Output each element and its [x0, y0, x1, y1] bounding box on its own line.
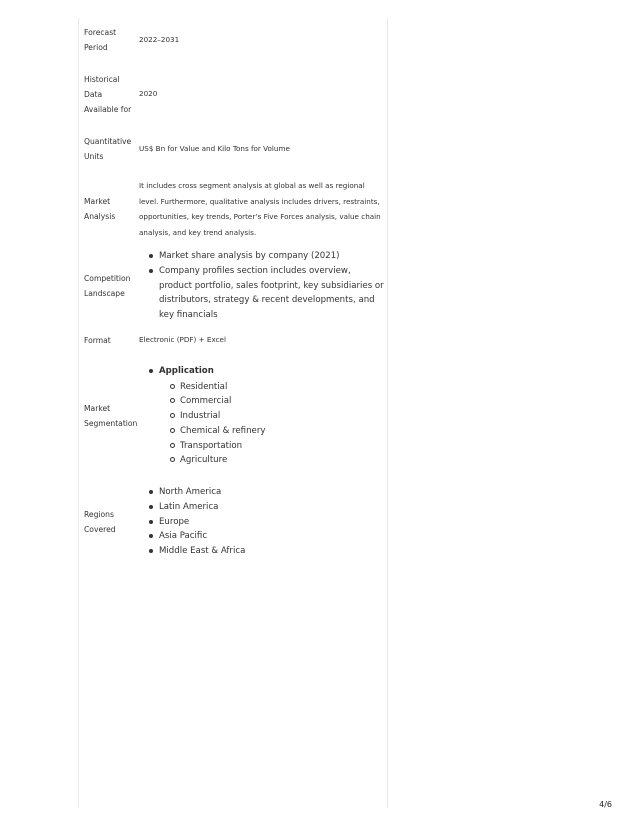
list-item: Commercial [159, 394, 384, 409]
list-item: Latin America [139, 500, 384, 515]
list-item: Market share analysis by company (2021) [139, 249, 384, 264]
row-value: US$ Bn for Value and Kilo Tons for Volume [139, 144, 290, 154]
row-value: 2022–2031 [139, 35, 180, 45]
list-item: Chemical & refinery [159, 424, 384, 439]
forecast-period-row [84, 24, 384, 56]
row-label: Competition Landscape [84, 274, 131, 298]
row-label: Historical Data Available for [84, 74, 132, 114]
list-item: Agriculture [159, 453, 384, 468]
regions-list [139, 485, 384, 559]
row-value [139, 249, 384, 323]
row-value [139, 485, 384, 559]
list-item: North America [139, 485, 384, 500]
row-value [139, 364, 384, 468]
row-value: 2020 [139, 89, 158, 99]
list-item: Industrial [159, 409, 384, 424]
list-item: Residential [159, 380, 384, 395]
row-label: Regions Covered [84, 510, 116, 534]
quantitative-units-row [84, 133, 384, 165]
competition-list [139, 249, 384, 323]
row-value: It includes cross segment analysis at global as well as regional level. Furthermore, qualitative analysis includes drivers, restraints, opportunities, key trends, Porter’s Five Forces analysis, value chain analysis, and key trend analysis. [139, 181, 381, 237]
row-label: Format [84, 335, 111, 345]
list-item: Transportation [159, 439, 384, 454]
regions-covered-row [84, 484, 384, 560]
format-row [84, 332, 384, 348]
segment-sublist [159, 380, 384, 468]
segment-group-label: Application [159, 366, 214, 377]
row-label: Market Segmentation [84, 404, 138, 428]
row-label: Market Analysis [84, 197, 116, 221]
market-analysis-row [84, 178, 384, 240]
list-item [139, 364, 384, 468]
row-label: Quantitative Units [84, 137, 132, 161]
historical-data-row [84, 71, 384, 117]
table-left-border [78, 18, 79, 808]
list-item: Europe [139, 515, 384, 530]
competition-landscape-row [84, 251, 384, 321]
list-item: Company profiles section includes overview, product portfolio, sales footprint, key subsidiaries or distributors, strategy & recent developments, and key financials [139, 264, 384, 323]
page-number: 4/6 [599, 800, 612, 809]
list-item: Asia Pacific [139, 529, 384, 544]
segmentation-list [139, 364, 384, 468]
row-label: Forecast Period [84, 28, 117, 52]
table-right-border [387, 18, 388, 808]
row-value: Electronic (PDF) + Excel [139, 335, 226, 345]
market-segmentation-row [84, 364, 384, 468]
list-item: Middle East & Africa [139, 544, 384, 559]
